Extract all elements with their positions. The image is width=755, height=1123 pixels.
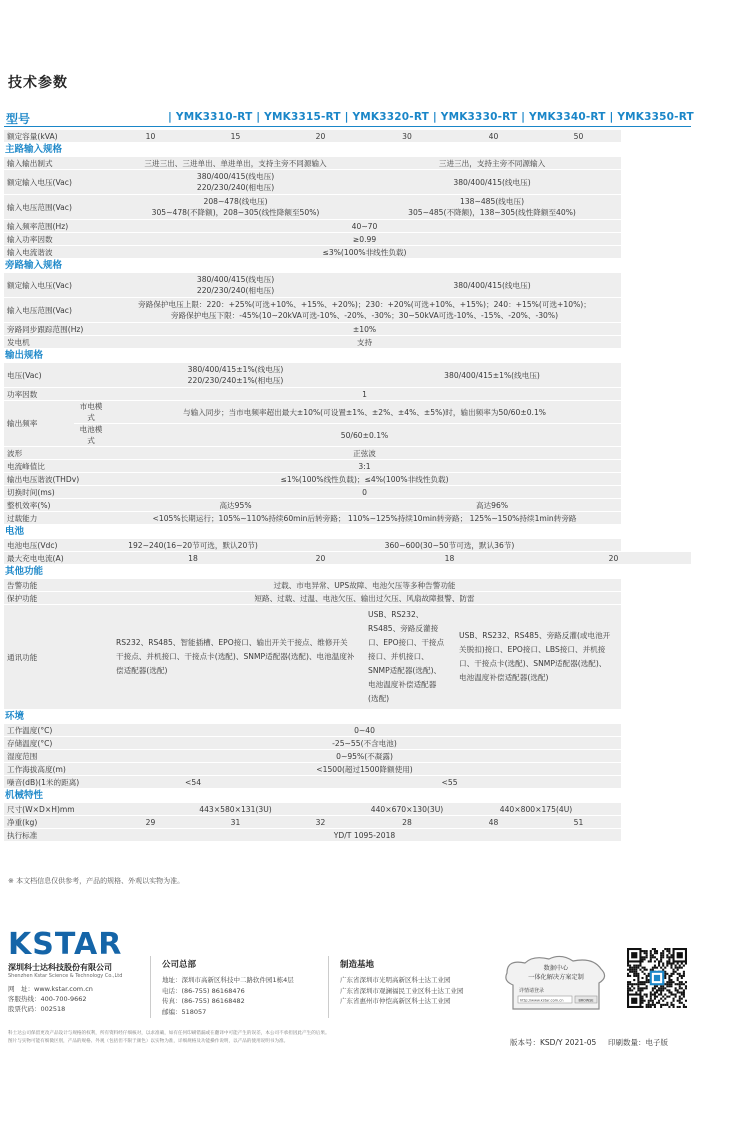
cell: 40~70 xyxy=(108,220,621,232)
row-label: 输出电压谐波(THDv) xyxy=(4,473,108,485)
row-label: 尺寸(W×D×H)mm xyxy=(4,803,108,815)
table-row xyxy=(4,246,691,258)
cell xyxy=(108,170,363,194)
capacity-cell: 40 xyxy=(451,130,536,142)
row-label: 切换时间(ms) xyxy=(4,486,108,498)
hq-address: 地址：深圳市高新区科技中二路软件园1栋4层 xyxy=(162,976,294,984)
cell: ≤3%(100%非线性负载) xyxy=(108,246,621,258)
row-label: 执行标准 xyxy=(4,829,108,841)
cell: 51 xyxy=(536,816,621,828)
row-label: 额定容量(kVA) xyxy=(4,130,108,142)
cell: USB、RS232、RS485、旁路反灌(或电池开关脱扣)接口、EPO接口、LBS接口、并机接口、干接点卡(选配)、SNMP适配器(选配)、电池温度补偿适配器(选配) xyxy=(451,605,621,709)
section-output: 输出规格 xyxy=(5,350,44,361)
section-battery: 电池 xyxy=(5,526,25,537)
cell: 48 xyxy=(451,816,536,828)
table-row xyxy=(4,195,691,219)
cell: 0~40 xyxy=(108,724,621,736)
table-row xyxy=(4,323,691,335)
row-label: 最大充电电流(A) xyxy=(4,552,108,564)
cell-line: 380/400/415±1%(线电压) xyxy=(187,365,284,374)
row-label: 输入功率因数 xyxy=(4,233,108,245)
row-label: 存储温度(°C) xyxy=(4,737,108,749)
table-row xyxy=(4,170,691,194)
table-row xyxy=(4,724,691,736)
disclaimer-line: 科士达公司保留更改产品设计与规格的权利，所有资料经仔细核对，以求准确，如有任何印刷错漏或在翻译中可能产生的误差，本公司不承担因此产生的后果。 xyxy=(8,1031,330,1036)
row-label: 波形 xyxy=(4,447,108,459)
section-header xyxy=(4,565,691,578)
section-mech: 机械特性 xyxy=(5,790,44,801)
mfg-site: 广东省深圳市光明高新区科士达工业园 xyxy=(340,976,451,984)
table-row xyxy=(4,336,691,348)
table-row xyxy=(4,298,691,322)
row-label: 输入输出制式 xyxy=(4,157,108,169)
cell: ≥0.99 xyxy=(108,233,621,245)
cell: 过载、市电异常、UPS故障、电池欠压等多种告警功能 xyxy=(108,579,621,591)
disclaimer xyxy=(8,1030,330,1046)
table-row xyxy=(4,592,691,604)
cell xyxy=(363,195,621,219)
logo-text: KSTAR xyxy=(8,927,123,958)
website: 网 址：www.kstar.com.cn xyxy=(8,985,93,993)
cell: 380/400/415(线电压) xyxy=(363,170,621,194)
cell-line: 旁路保护电压上限：220：+25%(可选+10%、+15%、+20%)；230：+20%(可选+10%、+15%)；240：+15%(可选+10%)； xyxy=(138,300,591,309)
table-row xyxy=(4,776,691,788)
cell: <54 xyxy=(108,776,278,788)
sub-label: 电池模式 xyxy=(74,424,108,446)
row-label: 保护功能 xyxy=(4,592,108,604)
dc-url: http://www.kstar.com.cn xyxy=(520,998,564,1003)
section-title: 技术参数 xyxy=(8,75,68,91)
cell: <1500(超过1500降额使用) xyxy=(108,763,621,775)
row-label: 电流峰值比 xyxy=(4,460,108,472)
row-label: 输入频率范围(Hz) xyxy=(4,220,108,232)
table-row xyxy=(4,447,691,459)
row-label: 输入电压范围(Vac) xyxy=(4,195,108,219)
cell: 18 xyxy=(363,552,536,564)
cell: 高达95% xyxy=(108,499,363,511)
cell-line: 220/230/240±1%(相电压) xyxy=(187,376,284,385)
table-row xyxy=(4,233,691,245)
table-row xyxy=(4,552,691,564)
section-header xyxy=(4,259,691,272)
row-label: 工作海拔高度(m) xyxy=(4,763,108,775)
mfg-info xyxy=(340,975,464,1007)
cell: <105%长期运行；105%~110%持续60min后转旁路； 110%~125%持续10min转旁路； 125%~150%持续1min转旁路 xyxy=(108,512,621,524)
row-label: 旁路同步跟踪范围(Hz) xyxy=(4,323,108,335)
sub-label: 市电模式 xyxy=(74,401,108,423)
table-row xyxy=(4,763,691,775)
cell: RS232、RS485、智能插槽、EPO接口、输出开关干接点、维修开关干接点、并机接口、干接点卡(选配)、SNMP适配器(选配)、电池温度补偿适配器(选配) xyxy=(108,605,363,709)
dc-line1: 数据中心 xyxy=(543,965,569,972)
row-label: 过载能力 xyxy=(4,512,108,524)
row-label: 电压(Vac) xyxy=(4,363,108,387)
capacity-cell: 50 xyxy=(536,130,621,142)
row-label: 输出频率 xyxy=(4,401,74,446)
contact-info xyxy=(8,984,93,1014)
hq-title: 公司总部 xyxy=(162,960,197,970)
cell: 三进三出、三进单出、单进单出，支持主旁不同源输入 xyxy=(108,157,363,169)
hq-tel: 电话：(86-755) 86168476 xyxy=(162,986,245,995)
cell: 18 xyxy=(108,552,278,564)
cell: 0~95%(不凝露) xyxy=(108,750,621,762)
row-label: 通讯功能 xyxy=(4,605,108,709)
dc-line2: 一体化解决方案定制 xyxy=(528,974,584,981)
cell-line: 220/230/240(相电压) xyxy=(196,183,275,192)
hq-fax: 传真：(86-755) 86168482 xyxy=(162,997,245,1005)
kstar-logo xyxy=(8,926,126,956)
model-header xyxy=(4,110,694,127)
cell xyxy=(108,195,363,219)
capacity-cell: 15 xyxy=(193,130,278,142)
cell xyxy=(108,298,621,322)
cell-line: 208~478(线电压) xyxy=(203,197,268,206)
cell: USB、RS232、RS485、旁路反灌接口、EPO接口、干接点接口、并机接口、SNMP适配器(选配)、电池温度补偿适配器(选配) xyxy=(363,605,451,709)
table-row xyxy=(4,130,691,142)
hq-zip: 邮编：518057 xyxy=(162,1007,207,1016)
hotline: 客服热线：400-700-9662 xyxy=(8,995,87,1003)
cell-line: 138~485(线电压) xyxy=(459,197,525,206)
section-header xyxy=(4,525,691,538)
cell-line: 220/230/240(相电压) xyxy=(196,286,275,295)
cell-line: 380/400/415(线电压) xyxy=(196,275,275,284)
cell-line: 305~478(不降额)，208~305(线性降额至50%) xyxy=(151,208,320,217)
table-row xyxy=(4,539,691,551)
capacity-cell: 20 xyxy=(278,130,363,142)
table-row xyxy=(4,750,691,762)
section-header xyxy=(4,789,691,802)
row-label: 功率因数 xyxy=(4,388,108,400)
section-main-input: 主路输入规格 xyxy=(5,144,63,155)
section-header xyxy=(4,710,691,723)
row-label: 输入电压范围(Vac) xyxy=(4,298,108,322)
section-header xyxy=(4,349,691,362)
row-label: 告警功能 xyxy=(4,579,108,591)
table-row xyxy=(4,424,691,446)
cell: 支持 xyxy=(108,336,621,348)
table-row xyxy=(4,401,691,423)
company-name-en: Shenzhen Kstar Science & Technology Co.,Ltd xyxy=(8,973,123,979)
table-row xyxy=(4,512,691,524)
cell: 3:1 xyxy=(108,460,621,472)
cell: 440×800×175(4U) xyxy=(451,803,621,815)
row-label: 噪音(dB)(1米的距离) xyxy=(4,776,108,788)
cell: 50/60±0.1% xyxy=(108,424,621,446)
table-row xyxy=(4,388,691,400)
cell-line: 305~485(不降额)，138~305(线性降额至40%) xyxy=(408,208,576,217)
cell: 1 xyxy=(108,388,621,400)
table-row xyxy=(4,579,691,591)
divider xyxy=(150,956,151,1018)
cell: ≤1%(100%线性负载)；≤4%(100%非线性负载) xyxy=(108,473,621,485)
cell: 20 xyxy=(278,552,363,564)
row-label: 电池电压(Vdc) xyxy=(4,539,108,551)
disclaimer-line: 图片与实物可能有细微区别，产品的规格、外观（包括但不限于颜色）以实物为准，详细规格及功能操作说明，以产品的使用说明书为准。 xyxy=(8,1039,289,1044)
table-row xyxy=(4,499,691,511)
cell-line: 380/400/415(线电压) xyxy=(196,172,275,181)
table-row xyxy=(4,157,691,169)
table-row xyxy=(4,220,691,232)
table-row xyxy=(4,737,691,749)
cell xyxy=(108,363,363,387)
dc-browse: BROWSE xyxy=(578,998,594,1003)
mfg-site: 广东省惠州市仲恺高新区科士达工业园 xyxy=(340,997,451,1005)
cell: 380/400/415(线电压) xyxy=(363,273,621,297)
model-label: 型号 xyxy=(6,112,31,126)
table-row xyxy=(4,273,691,297)
section-other: 其他功能 xyxy=(5,566,44,577)
row-label: 额定输入电压(Vac) xyxy=(4,170,108,194)
print-quantity: 印刷数量：电子版 xyxy=(608,1038,668,1047)
table-row xyxy=(4,460,691,472)
cell: 三进三出，支持主旁不同源输入 xyxy=(363,157,621,169)
mfg-site: 广东省深圳市观澜福民工业区科士达工业园 xyxy=(340,986,464,995)
divider xyxy=(328,956,329,1018)
row-label: 整机效率(%) xyxy=(4,499,108,511)
cell: 31 xyxy=(193,816,278,828)
table-row xyxy=(4,486,691,498)
cell: 短路、过载、过温、电池欠压、输出过欠压、风扇故障报警、防雷 xyxy=(108,592,621,604)
row-label: 工作温度(°C) xyxy=(4,724,108,736)
cell: 440×670×130(3U) xyxy=(363,803,451,815)
spec-table xyxy=(4,129,691,842)
row-label: 湿度范围 xyxy=(4,750,108,762)
cell: 192~240(16~20节可选，默认20节) xyxy=(108,539,278,551)
cell: 29 xyxy=(108,816,193,828)
version: 版本号：KSD/Y 2021-05 xyxy=(510,1038,597,1047)
capacity-cell: 30 xyxy=(363,130,451,142)
cell: 443×580×131(3U) xyxy=(108,803,363,815)
cell: 32 xyxy=(278,816,363,828)
cell: YD/T 1095-2018 xyxy=(108,829,621,841)
table-row xyxy=(4,363,691,387)
cell: 与输入同步；当市电频率超出最大±10%(可设置±1%、±2%、±4%、±5%)时，输出频率为50/60±0.1% xyxy=(108,401,621,423)
mfg-title: 制造基地 xyxy=(340,960,375,970)
cell: 380/400/415±1%(线电压) xyxy=(363,363,621,387)
section-bypass: 旁路输入规格 xyxy=(5,260,63,271)
cell: 高达96% xyxy=(363,499,621,511)
dc-login: 详情请登录 xyxy=(519,988,545,994)
cell: 28 xyxy=(363,816,451,828)
data-center-banner[interactable] xyxy=(503,955,609,1013)
hq-info xyxy=(162,975,294,1017)
table-row xyxy=(4,829,691,841)
table-row xyxy=(4,816,691,828)
table-row xyxy=(4,605,691,709)
cell: 360~600(30~50节可选，默认36节) xyxy=(278,539,621,551)
cell xyxy=(108,273,363,297)
table-row xyxy=(4,473,691,485)
row-label: 输入电流谐波 xyxy=(4,246,108,258)
cell: 0 xyxy=(108,486,621,498)
section-env: 环境 xyxy=(5,711,25,722)
row-label: 发电机 xyxy=(4,336,108,348)
section-header xyxy=(4,143,691,156)
table-row xyxy=(4,803,691,815)
note: ※ 本文档信息仅供参考，产品的规格、外观以实物为准。 xyxy=(8,877,185,885)
cell: -25~55(不含电池) xyxy=(108,737,621,749)
cell: 20 xyxy=(536,552,691,564)
qr-code-icon xyxy=(627,948,687,1008)
cell: 正弦波 xyxy=(108,447,621,459)
company-name: 深圳科士达科技股份有限公司 xyxy=(8,963,112,972)
cell-line: 旁路保护电压下限：-45%(10~20kVA可选-10%、-20%、-30%；30~50kVA可选-10%、-15%、-20%、-30%) xyxy=(170,311,559,320)
cell: ±10% xyxy=(108,323,621,335)
row-label: 净重(kg) xyxy=(4,816,108,828)
row-label: 额定输入电压(Vac) xyxy=(4,273,108,297)
stock-code: 股票代码：002518 xyxy=(8,1005,66,1013)
model-list: | YMK3310-RT | YMK3315-RT | YMK3320-RT | YMK3330-RT | YMK3340-RT | YMK3350-RT xyxy=(168,111,694,123)
capacity-cell: 10 xyxy=(108,130,193,142)
cell: <55 xyxy=(278,776,621,788)
